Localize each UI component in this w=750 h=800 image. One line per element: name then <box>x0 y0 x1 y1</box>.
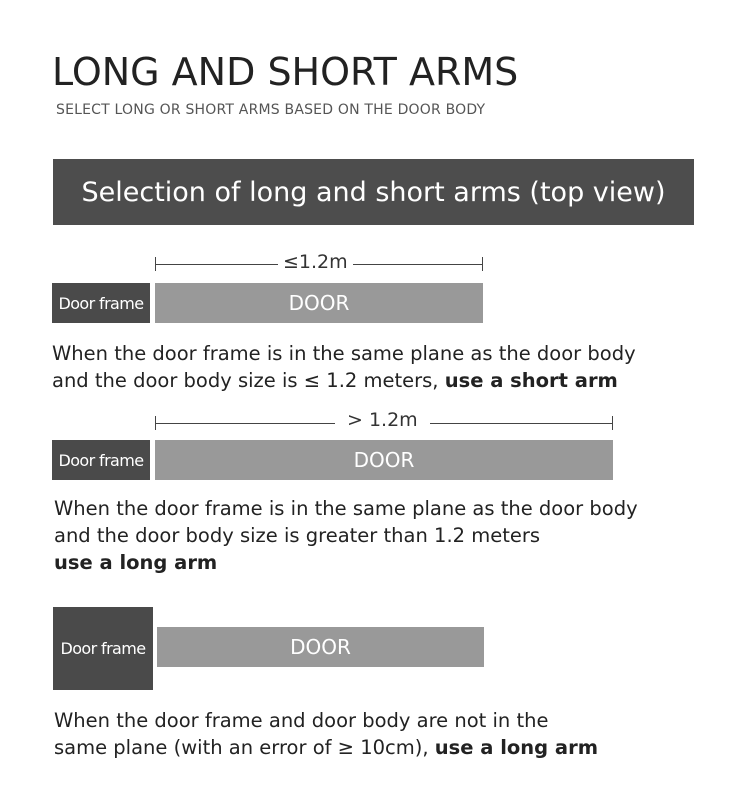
door-frame-block <box>52 283 150 323</box>
dimension-tick-right <box>482 257 483 271</box>
description-text: same plane (with an error of ≥ 10cm), <box>54 736 435 759</box>
description-line <box>52 367 636 394</box>
door-block <box>157 627 484 667</box>
door-frame-block <box>53 607 153 690</box>
description-short-arm <box>52 340 636 394</box>
door-frame-label: Door frame <box>60 639 146 658</box>
page-title: LONG AND SHORT ARMS <box>52 50 519 94</box>
door-frame-block <box>52 440 150 480</box>
banner-text: Selection of long and short arms (top view) <box>81 176 666 208</box>
recommendation-emphasis: use a short arm <box>444 369 618 392</box>
door-frame-label: Door frame <box>58 293 144 313</box>
door-label: DOOR <box>353 448 415 472</box>
recommendation-emphasis: use a long arm <box>434 736 599 759</box>
door-label: DOOR <box>288 291 350 315</box>
description-offset-long-arm <box>54 707 598 761</box>
description-line: When the door frame is in the same plane as the door body <box>54 497 638 520</box>
description-line: and the door body size is greater than 1.2 meters <box>54 524 541 547</box>
description-line: When the door frame is in the same plane as the door body <box>52 342 636 365</box>
description-long-arm <box>54 495 638 576</box>
description-text: and the door body size is ≤ 1.2 meters, <box>52 369 445 392</box>
door-label: DOOR <box>290 635 351 659</box>
page-subtitle: SELECT LONG OR SHORT ARMS BASED ON THE DOOR BODY <box>56 102 486 118</box>
description-line <box>54 734 598 761</box>
description-line: When the door frame and door body are not in the <box>54 709 549 732</box>
description-line <box>54 549 638 576</box>
dimension-label: ≤1.2m <box>278 251 353 273</box>
door-block <box>155 283 483 323</box>
door-frame-label: Door frame <box>58 450 144 470</box>
dimension-tick-right <box>612 416 613 430</box>
recommendation-emphasis: use a long arm <box>54 551 218 574</box>
dimension-label: > 1.2m <box>335 409 430 431</box>
section-banner <box>53 159 694 225</box>
door-block <box>155 440 613 480</box>
